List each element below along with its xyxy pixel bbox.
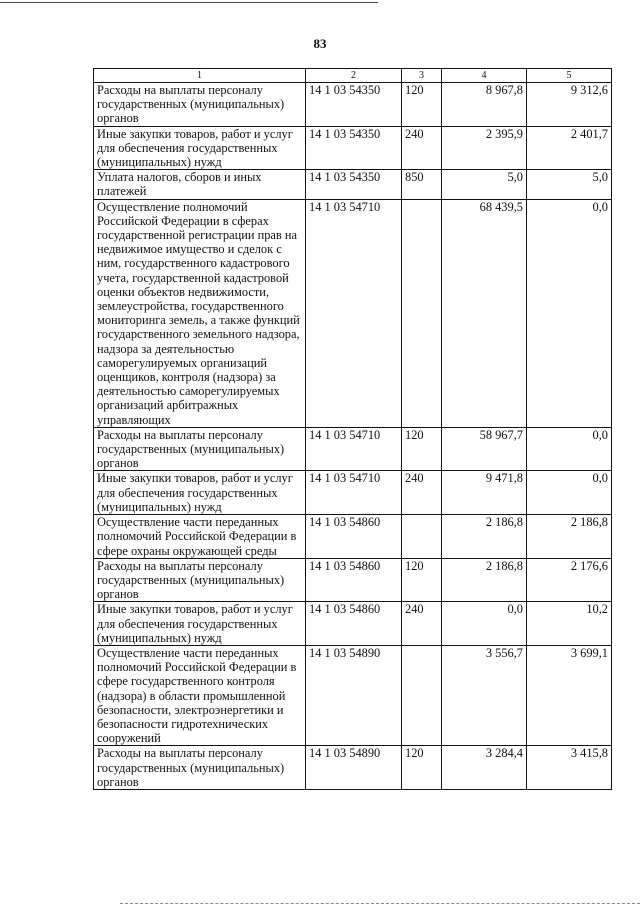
row-value-col4-cell: 8 967,8 — [442, 83, 527, 127]
row-vr-cell: 120 — [402, 83, 442, 127]
row-vr-cell — [402, 645, 442, 745]
row-value-col4-cell: 3 556,7 — [442, 645, 527, 745]
header-cell-1: 1 — [94, 69, 306, 83]
table-row — [94, 126, 612, 170]
row-code-cell: 14 1 03 54350 — [306, 170, 402, 199]
row-name-cell: Осуществление части переданных полномочий Российской Федерации в сфере охраны окружающей среды — [94, 515, 306, 559]
table-row — [94, 170, 612, 199]
row-code-cell: 14 1 03 54890 — [306, 645, 402, 745]
table-row — [94, 558, 612, 602]
row-vr-cell — [402, 515, 442, 559]
row-vr-cell: 850 — [402, 170, 442, 199]
row-code-cell: 14 1 03 54860 — [306, 515, 402, 559]
row-value-col5-cell: 2 401,7 — [527, 126, 612, 170]
row-vr-cell — [402, 199, 442, 427]
row-value-col4-cell: 2 186,8 — [442, 558, 527, 602]
row-value-col5-cell: 0,0 — [527, 199, 612, 427]
row-name-cell: Расходы на выплаты персоналу государственных (муниципальных) органов — [94, 746, 306, 790]
row-value-col4-cell: 5,0 — [442, 170, 527, 199]
row-vr-cell: 240 — [402, 126, 442, 170]
row-code-cell: 14 1 03 54860 — [306, 602, 402, 646]
page-number: 83 — [313, 36, 327, 51]
row-code-cell: 14 1 03 54890 — [306, 746, 402, 790]
table-row — [94, 83, 612, 127]
row-vr-cell: 120 — [402, 746, 442, 790]
row-value-col4-cell: 9 471,8 — [442, 471, 527, 515]
row-name-cell: Расходы на выплаты персоналу государственных (муниципальных) органов — [94, 558, 306, 602]
row-value-col4-cell: 0,0 — [442, 602, 527, 646]
header-cell-4: 4 — [442, 69, 527, 83]
row-name-cell: Осуществление части переданных полномочий Российской Федерации в сфере государственного контроля (надзора) в области промышленной безопасности, электроэнергетики и безопасности гидротехнических сооружений — [94, 645, 306, 745]
row-value-col4-cell: 2 395,9 — [442, 126, 527, 170]
row-code-cell: 14 1 03 54710 — [306, 199, 402, 427]
row-value-col5-cell: 3 699,1 — [527, 645, 612, 745]
row-value-col5-cell: 5,0 — [527, 170, 612, 199]
row-code-cell: 14 1 03 54710 — [306, 471, 402, 515]
row-value-col4-cell: 3 284,4 — [442, 746, 527, 790]
table-row — [94, 602, 612, 646]
row-code-cell: 14 1 03 54350 — [306, 83, 402, 127]
row-name-cell: Уплата налогов, сборов и иных платежей — [94, 170, 306, 199]
table-row — [94, 471, 612, 515]
table-row — [94, 515, 612, 559]
top-rule — [0, 2, 378, 3]
row-name-cell: Расходы на выплаты персоналу государственных (муниципальных) органов — [94, 83, 306, 127]
row-value-col5-cell: 9 312,6 — [527, 83, 612, 127]
row-code-cell: 14 1 03 54350 — [306, 126, 402, 170]
row-value-col4-cell: 58 967,7 — [442, 427, 527, 471]
row-name-cell: Расходы на выплаты персоналу государственных (муниципальных) органов — [94, 427, 306, 471]
row-code-cell: 14 1 03 54860 — [306, 558, 402, 602]
row-value-col4-cell: 68 439,5 — [442, 199, 527, 427]
row-value-col5-cell: 10,2 — [527, 602, 612, 646]
header-cell-3: 3 — [402, 69, 442, 83]
row-value-col5-cell: 0,0 — [527, 427, 612, 471]
row-vr-cell: 120 — [402, 427, 442, 471]
bottom-dashed-rule — [120, 903, 640, 904]
row-name-cell: Иные закупки товаров, работ и услуг для обеспечения государственных (муниципальных) нужд — [94, 126, 306, 170]
row-vr-cell: 240 — [402, 471, 442, 515]
row-vr-cell: 120 — [402, 558, 442, 602]
row-value-col5-cell: 2 176,6 — [527, 558, 612, 602]
row-value-col5-cell: 0,0 — [527, 471, 612, 515]
row-value-col5-cell: 3 415,8 — [527, 746, 612, 790]
row-name-cell: Иные закупки товаров, работ и услуг для обеспечения государственных (муниципальных) нужд — [94, 602, 306, 646]
table-row — [94, 645, 612, 745]
row-code-cell: 14 1 03 54710 — [306, 427, 402, 471]
header-cell-2: 2 — [306, 69, 402, 83]
row-name-cell: Осуществление полномочий Российской Федерации в сферах государственной регистрации прав на недвижимое имущество и сделок с ним, государственного кадастрового учета, государственной кадастровой оценки объектов недвижимости, землеустройства, государственного мониторинга земель, а также функций государственного земельного надзора, надзора за деятельностью саморегулируемых организаций оценщиков, контроля (надзора) за деятельностью саморегулируемых организаций арбитражных управляющих — [94, 199, 306, 427]
table-header-row — [94, 69, 612, 83]
row-value-col4-cell: 2 186,8 — [442, 515, 527, 559]
budget-table — [93, 68, 612, 790]
row-name-cell: Иные закупки товаров, работ и услуг для обеспечения государственных (муниципальных) нужд — [94, 471, 306, 515]
table-row — [94, 746, 612, 790]
table-row — [94, 199, 612, 427]
row-value-col5-cell: 2 186,8 — [527, 515, 612, 559]
header-cell-5: 5 — [527, 69, 612, 83]
row-vr-cell: 240 — [402, 602, 442, 646]
table-row — [94, 427, 612, 471]
